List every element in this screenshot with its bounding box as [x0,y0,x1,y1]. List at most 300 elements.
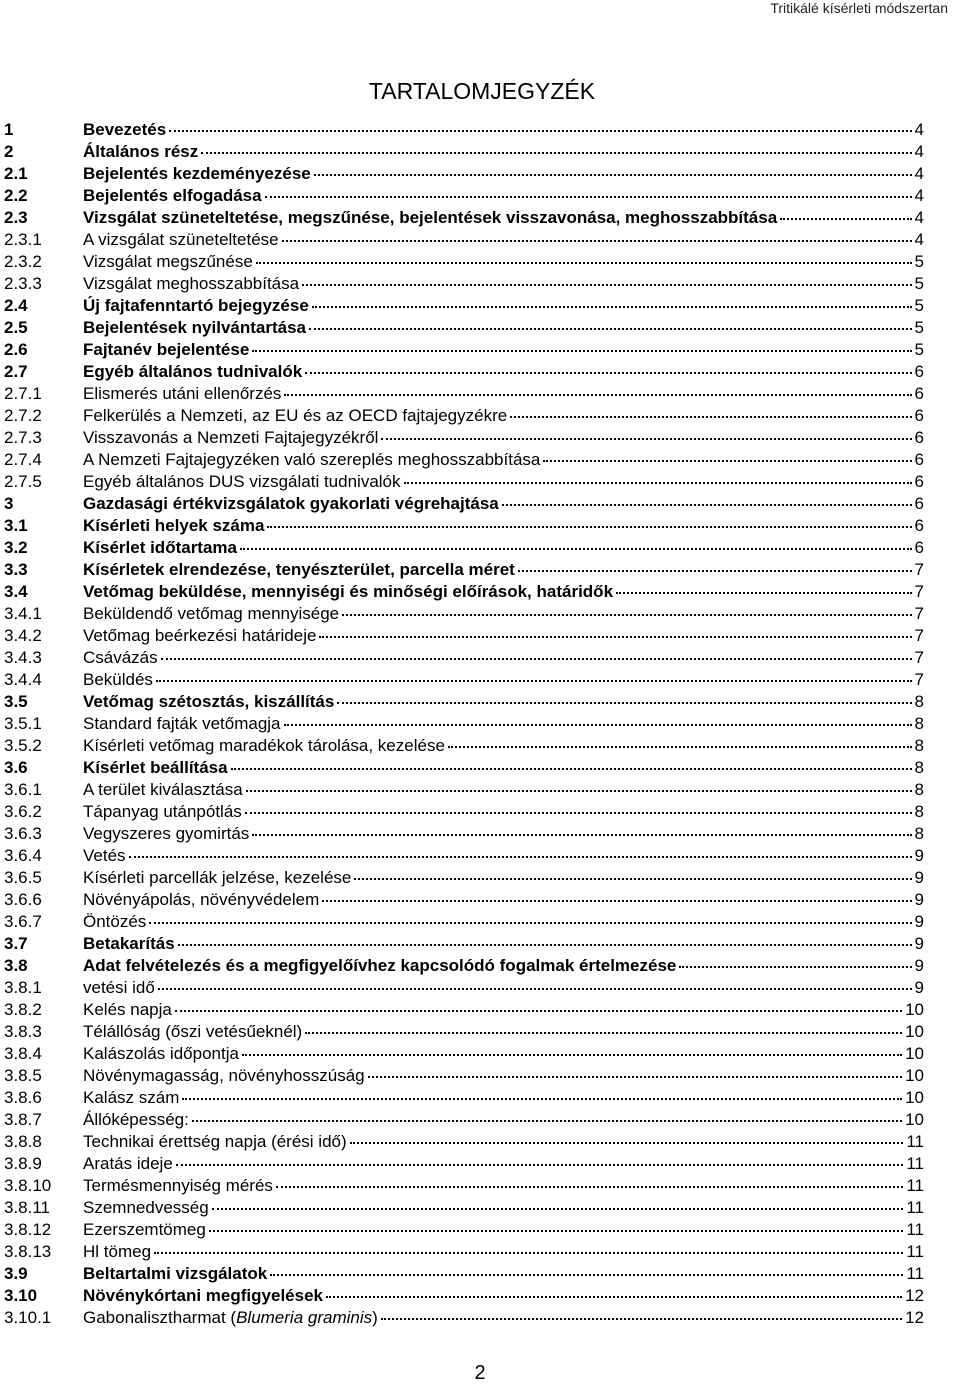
toc-entry-link[interactable] [83,647,924,669]
toc-entry-title: A Nemzeti Fajtajegyzéken való szereplés meghosszabbítása [83,450,541,469]
toc-entry-page: 7 [914,648,924,667]
toc-entry [4,757,924,779]
toc-entry-link[interactable] [83,823,924,845]
toc-entry-title: Felkerülés a Nemzeti, az EU és az OECD fajtajegyzékre [83,406,508,425]
toc-entry [4,537,924,559]
toc-entry-number: 3.2 [4,538,28,557]
toc-entry [4,999,924,1021]
toc-entry-number: 2.7.4 [4,450,42,469]
toc-entry [4,1131,924,1153]
toc-entry-title: Beltartalmi vizsgálatok [83,1264,268,1283]
toc-dot-leader [502,504,912,506]
toc-entry-page: 6 [914,516,924,535]
toc-entry-link[interactable] [83,207,924,229]
toc-entry-title: Technikai érettség napja (érési idő) [83,1132,347,1151]
toc-entry-number: 3.6.2 [4,802,42,821]
toc-entry-title: Vizsgálat megszűnése [83,252,253,271]
toc-entry-title: Kísérleti helyek száma [83,516,265,535]
toc-dot-leader [201,152,911,154]
toc-dot-leader [182,1098,902,1100]
toc-entry-title: A terület kiválasztása [83,780,243,799]
toc-dot-leader [368,1076,902,1078]
toc-entry-title: Vizsgálat meghosszabbítása [83,274,300,293]
toc-entry [4,185,924,207]
toc-entry-title: Kalász szám [83,1088,180,1107]
toc-dot-leader [161,658,912,660]
toc-entry-number: 3.5.2 [4,736,42,755]
toc-entry-link[interactable] [83,1197,924,1219]
toc-entry-title: Kísérlet időtartama [83,538,237,557]
toc-entry-link[interactable] [83,713,924,735]
toc-entry-page: 6 [914,362,924,381]
toc-entry-number: 3.8.6 [4,1088,42,1107]
toc-entry [4,845,924,867]
toc-entry [4,625,924,647]
toc-dot-leader [149,922,911,924]
toc-entry-title: Egyéb általános DUS vizsgálati tudnivalók [83,472,401,491]
toc-entry [4,581,924,603]
toc-entry [4,1263,924,1285]
toc-entry [4,1175,924,1197]
toc-entry-page: 5 [914,318,924,337]
toc-entry [4,1043,924,1065]
toc-entry [4,493,924,515]
toc-entry-title: Bevezetés [83,120,167,139]
toc-dot-leader [381,1318,902,1320]
toc-entry-link[interactable] [83,625,924,647]
toc-entry-title-part: ) [372,1308,378,1327]
toc-entry-title [83,1307,378,1329]
toc-entry-page: 6 [914,450,924,469]
toc-entry-title: A vizsgálat szüneteltetése [83,230,279,249]
toc-entry-number: 3.8.2 [4,1000,42,1019]
toc-dot-leader [314,174,912,176]
toc-dot-leader [267,526,911,528]
toc-entry [4,1197,924,1219]
toc-entry [4,207,924,229]
toc-entry-title: Kísérleti parcellák jelzése, kezelése [83,868,352,887]
toc-entry [4,251,924,273]
toc-entry [4,295,924,317]
toc-entry [4,823,924,845]
toc-entry-page: 9 [914,956,924,975]
toc-entry-title: Növénymagasság, növényhosszúság [83,1066,365,1085]
toc-entry-link[interactable] [83,449,924,471]
toc-entry-page: 11 [906,1242,924,1261]
page-number: 2 [474,1362,486,1384]
toc-entry-link[interactable] [83,405,924,427]
toc-entry-link[interactable] [83,251,924,273]
toc-dot-leader [616,592,912,594]
toc-entry-link[interactable] [83,1241,924,1263]
toc-dot-leader [543,460,911,462]
toc-entry-title: Bejelentés elfogadása [83,186,262,205]
toc-entry-link[interactable] [83,537,924,559]
toc-entry-page: 4 [914,186,924,205]
toc-entry [4,779,924,801]
toc-entry-title: Beküldendő vetőmag mennyisége [83,604,340,623]
toc-entry-title: Kísérleti vetőmag maradékok tárolása, kezelése [83,736,445,755]
toc-entry-link[interactable] [83,1043,924,1065]
toc-entry-link[interactable] [83,273,924,295]
toc-entry-page: 8 [914,824,924,843]
toc-entry-number: 3.8.8 [4,1132,42,1151]
toc-entry-title: Növénykórtani megfigyelések [83,1286,323,1305]
toc-entry-link[interactable] [83,361,924,383]
toc-entry-title: Új fajtafenntartó bejegyzése [83,296,309,315]
toc-entry [4,647,924,669]
toc-dot-leader [350,1142,904,1144]
toc-entry [4,141,924,163]
toc-entry-page: 11 [906,1198,924,1217]
toc-entry-link[interactable] [83,1021,924,1043]
toc-entry-number: 3.4.1 [4,604,42,623]
toc-entry-number: 3.6.4 [4,846,42,865]
toc-entry-title: Kísérletek elrendezése, tenyészterület, parcella méret [83,560,515,579]
toc-dot-leader [242,1054,902,1056]
toc-entry-link[interactable] [83,559,924,581]
toc-entry-link[interactable] [83,1131,924,1153]
toc-dot-leader [404,482,912,484]
toc-entry-number: 3.5.1 [4,714,42,733]
toc-dot-leader [302,284,911,286]
toc-dot-leader [270,1274,903,1276]
toc-entry-number: 3.6.6 [4,890,42,909]
toc-entry-number: 3.5 [4,692,28,711]
toc-entry-title: Kelés napja [83,1000,172,1019]
toc-entry-number: 2.3 [4,208,28,227]
toc-entry-link[interactable] [83,1263,924,1285]
toc-entry-page: 9 [914,846,924,865]
toc-entry-number: 3.4.4 [4,670,42,689]
toc-entry [4,1241,924,1263]
toc-entry-number: 2 [4,142,14,161]
toc-entry-title: Vetőmag beküldése, mennyiségi és minőségi előírások, határidők [83,582,614,601]
toc-entry-number: 3.8.7 [4,1110,42,1129]
toc-entry-link[interactable] [83,229,924,251]
toc-entry-number: 3.1 [4,516,28,535]
toc-entry-number: 3.4.2 [4,626,42,645]
toc-entry [4,317,924,339]
toc-entry-number: 2.7.1 [4,384,42,403]
toc-entry-link[interactable] [83,977,924,999]
toc-entry-number: 3.3 [4,560,28,579]
toc-dot-leader [284,394,911,396]
toc-entry [4,559,924,581]
toc-entry-page: 11 [906,1132,924,1151]
toc-entry-link[interactable] [83,1065,924,1087]
toc-entry-title: Bejelentés kezdeményezése [83,164,311,183]
toc-entry [4,889,924,911]
toc-dot-leader [276,1186,903,1188]
toc-entry-page: 7 [914,582,924,601]
toc-entry-number: 2.6 [4,340,28,359]
toc-dot-leader [175,1010,902,1012]
toc-entry-title: Vegyszeres gyomirtás [83,824,250,843]
toc-entry-link[interactable] [83,757,924,779]
toc-entry-page: 6 [914,494,924,513]
toc-entry-title: Standard fajták vetőmagja [83,714,281,733]
toc-entry-link[interactable] [83,735,924,757]
toc-entry-page: 9 [914,868,924,887]
toc-dot-leader [252,350,911,352]
toc-entry-link[interactable] [83,845,924,867]
toc-entry-title: Aratás ideje [83,1154,173,1173]
toc-entry-title: Gazdasági értékvizsgálatok gyakorlati végrehajtása [83,494,499,513]
toc-entry-page: 5 [914,252,924,271]
toc-entry-link[interactable] [83,1219,924,1241]
toc-entry-number: 3.8.9 [4,1154,42,1173]
toc-entry-link[interactable] [83,515,924,537]
toc-entry-page: 8 [914,714,924,733]
toc-entry-page: 8 [914,780,924,799]
toc-entry-number: 3.6 [4,758,28,777]
toc-entry-title: Ezerszemtömeg [83,1220,206,1239]
toc-entry-link[interactable] [83,933,924,955]
toc-entry-link[interactable] [83,1285,924,1307]
toc-entry-link[interactable] [83,119,924,141]
toc-entry-title: Növényápolás, növényvédelem [83,890,320,909]
toc-dot-leader [319,636,911,638]
toc-entry-page: 4 [914,208,924,227]
toc-entry-link[interactable] [83,867,924,889]
toc-entry-number: 3.10.1 [4,1308,52,1327]
toc-dot-leader [176,1164,904,1166]
toc-entry-link[interactable] [83,339,924,361]
toc-entry-link[interactable] [83,1153,924,1175]
toc-entry-page: 10 [905,1022,924,1041]
toc-entry [4,933,924,955]
toc-dot-leader [282,240,912,242]
toc-entry-page: 9 [914,890,924,909]
toc-entry [4,163,924,185]
toc-entry-link[interactable] [83,163,924,185]
toc-entry-page: 9 [914,934,924,953]
toc-entry-page: 12 [905,1308,924,1327]
toc-entry [4,603,924,625]
toc-dot-leader [337,702,911,704]
toc-entry-number: 3.6.3 [4,824,42,843]
toc-entry-link[interactable] [83,471,924,493]
toc-dot-leader [309,328,912,330]
toc-entry-link[interactable] [83,141,924,163]
toc-entry-number: 3.6.5 [4,868,42,887]
toc-entry-link[interactable] [83,1087,924,1109]
toc-entry-link[interactable] [83,691,924,713]
toc-entry-page: 6 [914,472,924,491]
toc-dot-leader [158,988,912,990]
toc-entry [4,273,924,295]
toc-entry-title: Vizsgálat szüneteltetése, megszűnése, bejelentések visszavonása, meghosszabbítása [83,208,778,227]
toc-entry-title: Vetőmag szétosztás, kiszállítás [83,692,335,711]
toc-dot-leader [510,416,911,418]
toc-entry-page: 7 [914,670,924,689]
toc-entry [4,1109,924,1131]
toc-entry-title: Termésmennyiség mérés [83,1176,273,1195]
toc-entry-number: 3.10 [4,1286,38,1305]
toc-entry [4,119,924,141]
toc-entry-link[interactable] [83,581,924,603]
toc-dot-leader [256,262,912,264]
toc-dot-leader [245,812,912,814]
toc-entry-number: 2.3.1 [4,230,42,249]
toc-entry-number: 2.3.2 [4,252,42,271]
toc-dot-leader [231,768,912,770]
toc-entry-link[interactable] [83,999,924,1021]
toc-entry [4,427,924,449]
toc-dot-leader [448,746,912,748]
toc-entry [4,977,924,999]
toc-entry-link[interactable] [83,911,924,933]
toc-entry-title: Általános rész [83,142,199,161]
toc-entry [4,1065,924,1087]
toc-entry-page: 4 [914,164,924,183]
toc-dot-leader [354,878,911,880]
toc-entry-number: 3.8 [4,956,28,975]
toc-entry-number: 3.6.1 [4,780,42,799]
toc-entry-link[interactable] [83,801,924,823]
toc-entry-number: 2.7.3 [4,428,42,447]
toc-entry-link[interactable] [83,493,924,515]
toc-entry-title: Öntözés [83,912,147,931]
toc-entry [4,1219,924,1241]
toc-entry-title: Csávázás [83,648,158,667]
toc-entry [4,405,924,427]
toc-entry-page: 10 [905,1110,924,1129]
toc-dot-leader [518,570,912,572]
toc-entry-title: Kísérlet beállítása [83,758,228,777]
toc-entry-page: 4 [914,142,924,161]
toc-entry-number: 2.7 [4,362,28,381]
toc-entry-number: 3 [4,494,14,513]
toc-entry-page: 9 [914,912,924,931]
toc-dot-leader [780,218,911,220]
toc-entry-page: 8 [914,692,924,711]
toc-entry-page: 7 [914,626,924,645]
toc-entry-number: 2.2 [4,186,28,205]
toc-entry [4,1021,924,1043]
toc-entry-number: 3.7 [4,934,28,953]
toc-entry-number: 1 [4,120,14,139]
toc-entry-page: 7 [914,604,924,623]
toc-entry-page: 11 [906,1264,924,1283]
toc-entry-page: 11 [906,1154,924,1173]
running-header: Tritikálé kísérleti módszertan [770,0,948,16]
toc-entry-number: 2.4 [4,296,28,315]
toc-entry-page: 4 [914,120,924,139]
toc-entry [4,1087,924,1109]
toc-entry-number: 3.8.12 [4,1220,52,1239]
toc-entry-link[interactable] [83,603,924,625]
toc-entry-link[interactable] [83,669,924,691]
toc-entry-title: vetési idő [83,978,155,997]
toc-entry-page: 10 [905,1066,924,1085]
toc-dot-leader [322,900,911,902]
toc-entry-title: Beküldés [83,670,153,689]
toc-entry-link[interactable] [83,295,924,317]
toc-dot-leader [381,438,911,440]
toc-entry [4,911,924,933]
toc-entry-number: 3.8.1 [4,978,42,997]
toc-entry-number: 3.8.11 [4,1198,51,1217]
toc-entry [4,867,924,889]
toc-entry-page: 12 [905,1286,924,1305]
toc-dot-leader [326,1296,902,1298]
toc-dot-leader [252,834,911,836]
toc-entry-number: 3.6.7 [4,912,42,931]
toc-entry-number: 3.8.5 [4,1066,42,1085]
toc-entry-page: 4 [914,230,924,249]
toc-entry-page: 5 [914,340,924,359]
toc-entry-link[interactable] [83,779,924,801]
toc-entry [4,339,924,361]
toc-entry-page: 6 [914,406,924,425]
toc-dot-leader [246,790,912,792]
toc-entry [4,229,924,251]
toc-entry-title: Egyéb általános tudnivalók [83,362,303,381]
toc-entry-page: 5 [914,274,924,293]
toc-entry-link[interactable] [83,889,924,911]
toc-entry [4,1153,924,1175]
toc-entry-number: 3.4 [4,582,28,601]
toc-entry-title: Szemnedvesség [83,1198,209,1217]
toc-entry-link[interactable] [83,955,924,977]
toc-entry-link[interactable] [83,185,924,207]
toc-entry-page: 11 [906,1176,924,1195]
toc-title: TARTALOMJEGYZÉK [368,78,596,104]
toc-entry [4,801,924,823]
toc-entry [4,1307,924,1329]
toc-entry [4,361,924,383]
toc-dot-leader [156,680,912,682]
toc-dot-leader [342,614,911,616]
toc-entry-number: 2.3.3 [4,274,42,293]
toc-entry-page: 5 [914,296,924,315]
toc-dot-leader [312,306,912,308]
toc-entry-page: 7 [914,560,924,579]
toc-entry-title: Állóképesség: [83,1110,189,1129]
toc-entry-link[interactable] [83,383,924,405]
toc-entry-link[interactable] [83,1175,924,1197]
toc-entry-number: 3.8.4 [4,1044,42,1063]
toc-entry-page: 8 [914,802,924,821]
toc-dot-leader [209,1230,904,1232]
toc-entry-page: 10 [905,1000,924,1019]
toc-entry-number: 2.7.5 [4,472,42,491]
toc-entry-title: Kalászolás időpontja [83,1044,239,1063]
toc-dot-leader [284,724,912,726]
toc-entry-title: Télállóság (őszi vetésűeknél) [83,1022,303,1041]
toc-dot-leader [178,944,912,946]
toc-dot-leader [169,130,911,132]
toc-entry-page: 10 [905,1044,924,1063]
toc-entry-link[interactable] [83,1109,924,1131]
toc-entry-title: Vetőmag beérkezési határideje [83,626,317,645]
toc-dot-leader [129,856,912,858]
toc-entry-link[interactable] [83,317,924,339]
toc-entry-link[interactable] [83,427,924,449]
toc-entry-title: Adat felvételezés és a megfigyelőívhez kapcsolódó fogalmak értelmezése [83,956,677,975]
toc-entry-number: 3.8.3 [4,1022,42,1041]
toc-entry-link[interactable] [83,1307,924,1329]
toc-entry [4,955,924,977]
toc-entry-number: 2.1 [4,164,28,183]
toc-entry-page: 10 [905,1088,924,1107]
toc-entry [4,449,924,471]
toc-entry [4,691,924,713]
toc-entry-number: 3.8.13 [4,1242,52,1261]
toc-entry-title: Bejelentések nyilvántartása [83,318,307,337]
